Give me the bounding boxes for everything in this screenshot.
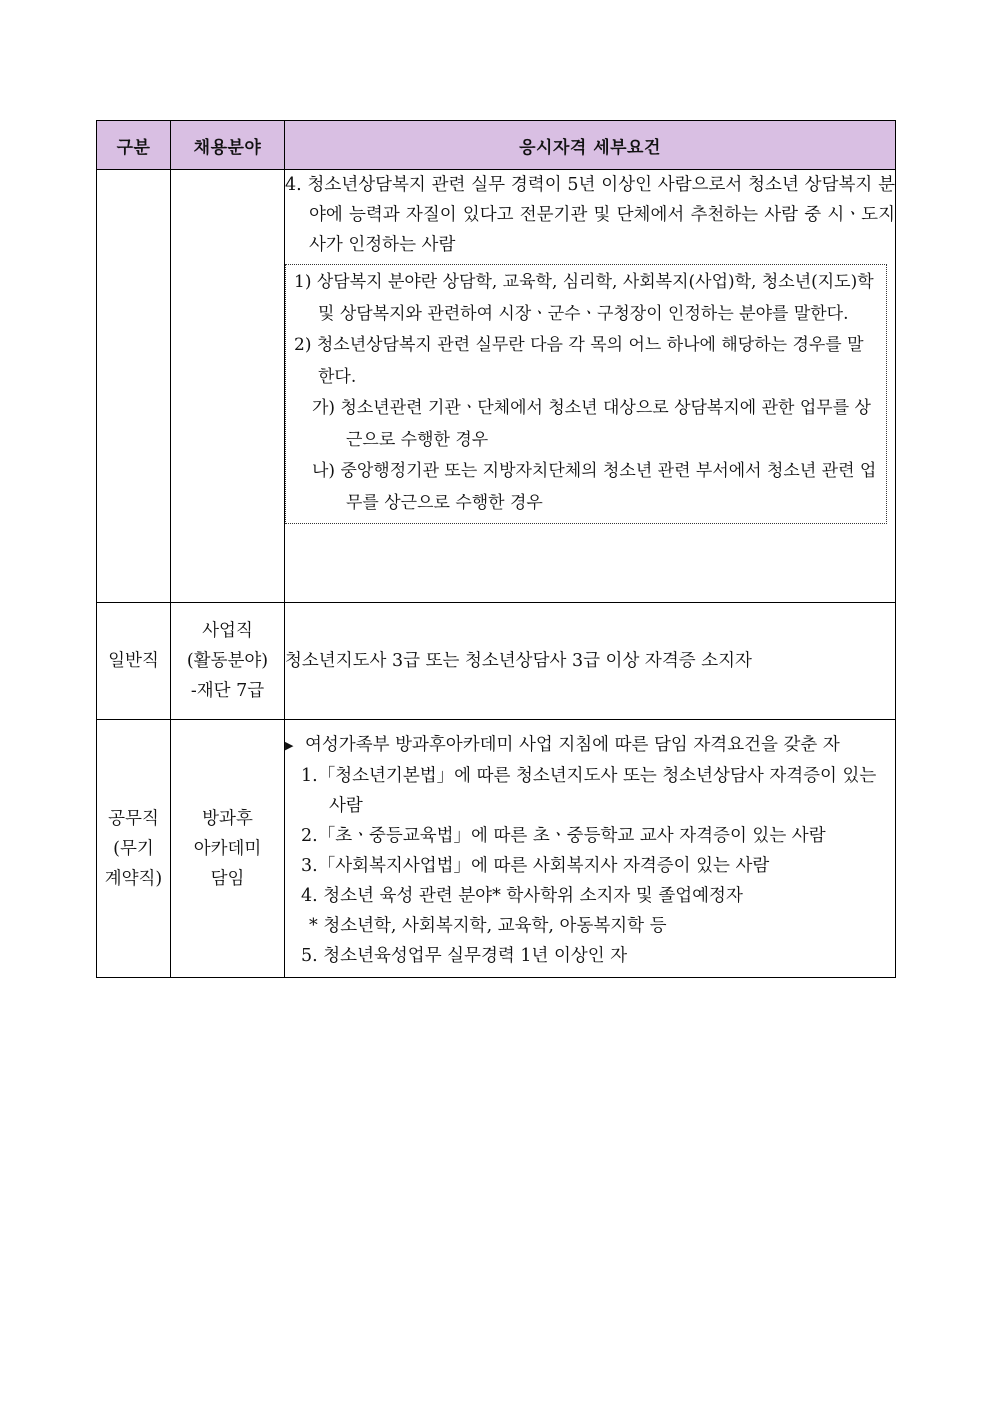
requirement-item-4: 4. 청소년상담복지 관련 실무 경력이 5년 이상인 사람으로서 청소년 상담복지 분야에 능력과 자질이 있다고 전문기관 및 단체에서 추천하는 사람 중 시ㆍ도지사가 인정하는 사람 [285, 175, 895, 255]
cell-category-public [97, 720, 171, 978]
academy-item-3: 3.「사회복지사업법」에 따른 사회복지사 자격증이 있는 사람 [301, 856, 770, 876]
header-field: 채용분야 [171, 121, 285, 170]
cell-field-business [171, 603, 285, 720]
category-line-2: (무기 [113, 838, 154, 859]
category-line-3: 계약직) [104, 868, 163, 889]
cell-category-empty [97, 170, 171, 603]
cell-category-general: 일반직 [97, 603, 171, 720]
category-line-1: 공무직 [108, 808, 159, 829]
field-line-2: (활동분야) [186, 651, 269, 671]
note-2a: 가) 청소년관련 기관ㆍ단체에서 청소년 대상으로 상담복지에 관한 업무를 상근으로 수행한 경우 [312, 398, 871, 450]
requirements-table [96, 120, 896, 978]
table-row-counselor [97, 170, 896, 603]
table-row-public-service [97, 720, 896, 978]
lead-text: 여성가족부 방과후아카데미 사업 지침에 따른 담임 자격요건을 갖춘 자 [305, 735, 840, 755]
field-line-1: 방과후 [202, 808, 253, 829]
cell-field-empty [171, 170, 285, 603]
table-row-general [97, 603, 896, 720]
field-line-3: 담임 [210, 868, 245, 889]
lead-item [285, 730, 895, 761]
note-2: 2) 청소년상담복지 관련 실무란 다음 각 목의 어느 하나에 해당하는 경우를 말한다. [294, 335, 864, 387]
header-category: 구분 [97, 121, 171, 170]
field-line-1: 사업직 [202, 621, 253, 641]
note-2b: 나) 중앙행정기관 또는 지방자치단체의 청소년 관련 부서에서 청소년 관련 업무를 상근으로 수행한 경우 [312, 461, 877, 513]
table-header-row [97, 121, 896, 170]
note-1: 1) 상담복지 분야란 상담학, 교육학, 심리학, 사회복지(사업)학, 청소년(지도)학 및 상담복지와 관련하여 시장ㆍ군수ㆍ구청장이 인정하는 분야를 말한다. [294, 272, 874, 324]
academy-item-4: 4. 청소년 육성 관련 분야* 학사학위 소지자 및 졸업예정자 [301, 886, 743, 906]
academy-item-5: 5. 청소년육성업무 실무경력 1년 이상인 자 [301, 946, 628, 966]
academy-item-2: 2.「초ㆍ중등교육법」에 따른 초ㆍ중등학교 교사 자격증이 있는 사람 [301, 826, 826, 846]
triangle-bullet-icon: ▶ [285, 739, 294, 752]
field-line-3: -재단 7급 [190, 681, 265, 701]
cell-requirement-general: 청소년지도사 3급 또는 청소년상담사 3급 이상 자격증 소지자 [285, 603, 896, 720]
cell-requirements [285, 170, 896, 603]
cell-requirements-academy [285, 720, 896, 978]
academy-item-1: 1.「청소년기본법」에 따른 청소년지도사 또는 청소년상담사 자격증이 있는 사람 [301, 766, 877, 816]
cell-field-academy [171, 720, 285, 978]
academy-item-4-note: * 청소년학, 사회복지학, 교육학, 아동복지학 등 [309, 916, 667, 936]
notes-box [285, 264, 887, 524]
field-line-2: 아카데미 [193, 838, 262, 859]
header-requirements: 응시자격 세부요건 [285, 121, 896, 170]
